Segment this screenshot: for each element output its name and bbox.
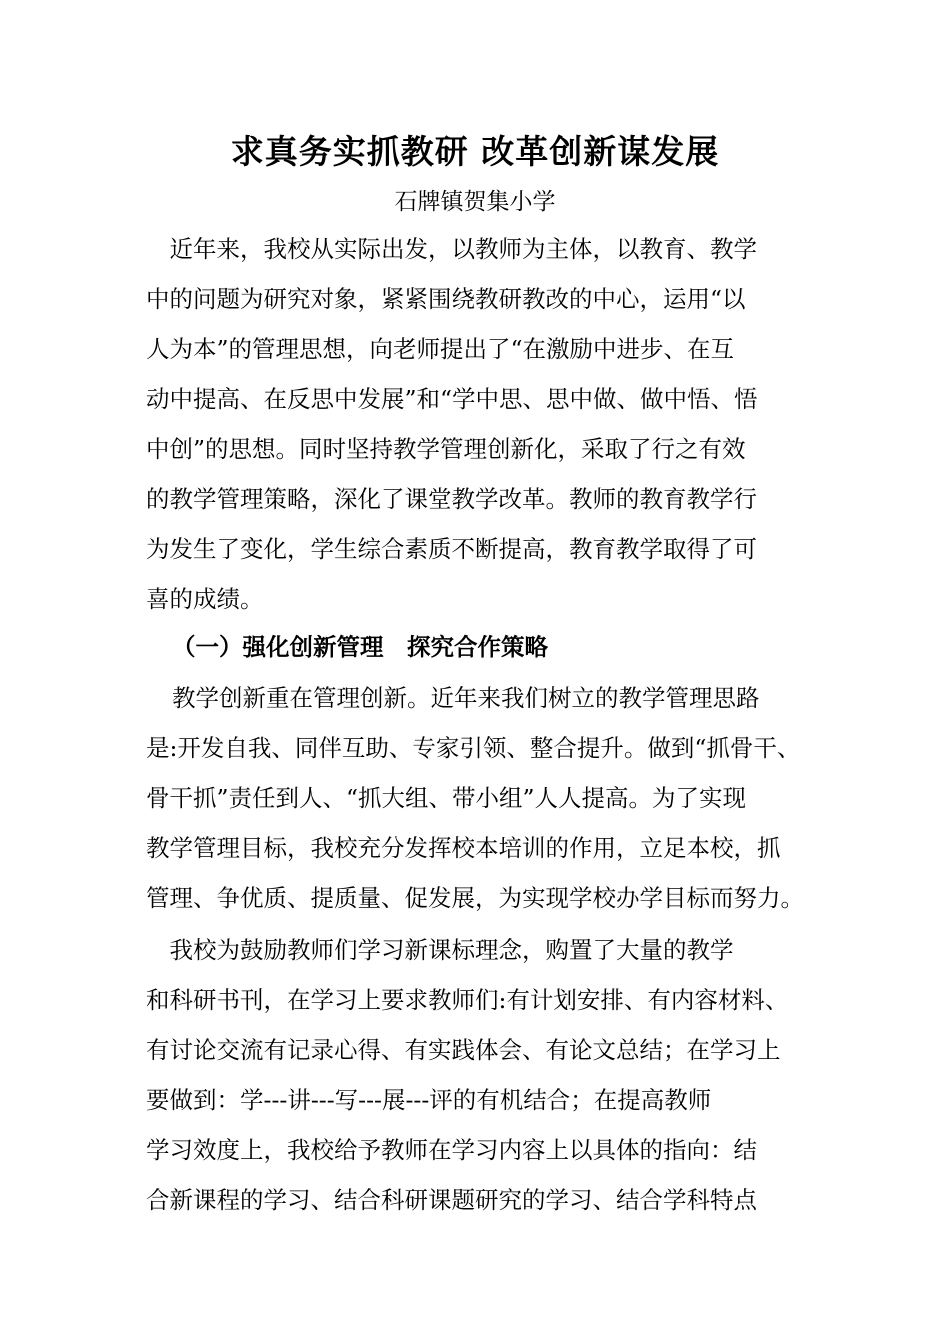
paragraph-line: 有讨论交流有记录心得、有实践体会、有论文总结；在学习上 [146, 1036, 781, 1064]
paragraph-line: 中创”的思想。同时坚持教学管理创新化，采取了行之有效 [146, 435, 746, 463]
paragraph-line: 中的问题为研究对象，紧紧围绕教研教改的中心，运用“以 [146, 285, 746, 313]
paragraph-line: 是:开发自我、同伴互助、专家引领、整合提升。做到“抓骨干、 [146, 734, 801, 762]
paragraph-line: 骨干抓”责任到人、“抓大组、带小组”人人提高。为了实现 [146, 784, 747, 812]
paragraph-line: 近年来，我校从实际出发，以教师为主体，以教育、教学 [146, 235, 757, 263]
document-title: 求真务实抓教研 改革创新谋发展 [230, 132, 720, 171]
paragraph-line: 喜的成绩。 [146, 585, 264, 613]
paragraph-line: 管理、争优质、提质量、促发展，为实现学校办学目标而努力。 [146, 884, 804, 912]
paragraph-line: 教学管理目标，我校充分发挥校本培训的作用，立足本校，抓 [146, 834, 781, 862]
paragraph-line: 和科研书刊，在学习上要求教师们:有计划安排、有内容材料、 [146, 986, 789, 1014]
paragraph-line: 要做到：学---讲---写---展---评的有机结合；在提高教师 [146, 1086, 712, 1114]
paragraph-line: 人为本”的管理思想，向老师提出了“在激励中进步、在互 [146, 335, 735, 363]
paragraph-line: 教学创新重在管理创新。近年来我们树立的教学管理思路 [172, 684, 760, 712]
section-heading: （一）强化创新管理 探究合作策略 [172, 633, 548, 661]
paragraph-line: 合新课程的学习、结合科研课题研究的学习、结合学科特点 [146, 1186, 757, 1214]
paragraph-line: 动中提高、在反思中发展”和“学中思、思中做、做中悟、悟 [146, 385, 758, 413]
paragraph-line: 的教学管理策略，深化了课堂教学改革。教师的教育教学行 [146, 485, 757, 513]
paragraph-line: 我校为鼓励教师们学习新课标理念，购置了大量的教学 [146, 936, 734, 964]
paragraph-line: 学习效度上，我校给予教师在学习内容上以具体的指向：结 [146, 1136, 757, 1164]
paragraph-line: 为发生了变化，学生综合素质不断提高，教育教学取得了可 [146, 535, 757, 563]
document-author: 石牌镇贺集小学 [394, 189, 556, 215]
